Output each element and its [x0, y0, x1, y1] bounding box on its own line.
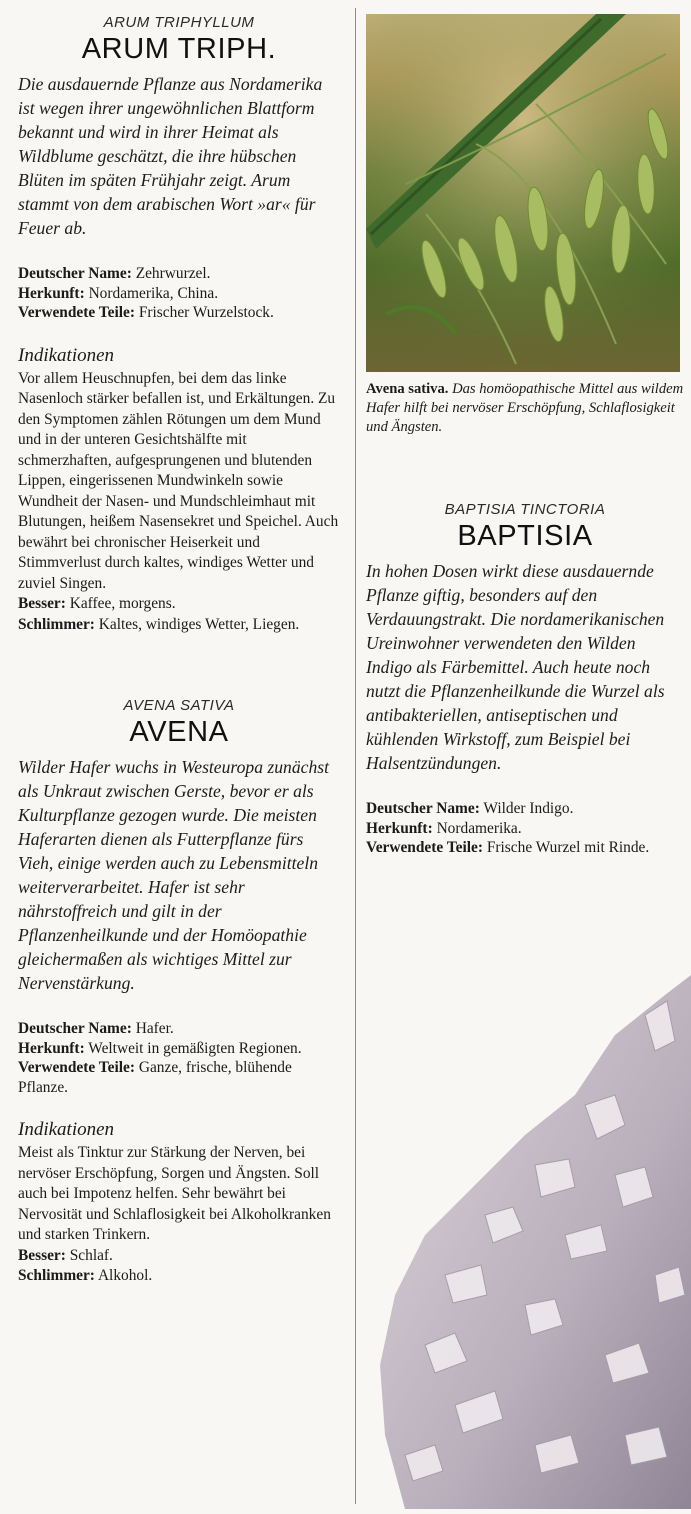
fact-row — [366, 838, 684, 858]
fact-row — [18, 303, 340, 323]
arum-intro: Die ausdauernde Pflanze aus Nordamerika ist wegen ihrer ungewöhnlichen Blattform bekannt und wird in ihrer Heimat als Wildblume geschätzt, die ihre hübschen Blüten im späten Frühjahr zeigt. Arum stammt von dem arabischen Wort »ar« für Feuer ab. — [18, 74, 323, 238]
fact-label: Herkunft: — [18, 284, 85, 302]
schlimmer-label: Schlimmer: — [18, 1267, 95, 1284]
fact-value: Zehrwurzel. — [135, 265, 211, 282]
fact-label: Verwendete Teile: — [18, 1059, 135, 1076]
arum-facts — [18, 264, 340, 323]
column-divider — [355, 8, 356, 1504]
avena-photo — [366, 14, 680, 372]
right-column — [366, 14, 684, 880]
arum-latin-name: ARUM TRIPHYLLUM — [103, 14, 255, 31]
caption-label: Avena sativa. — [366, 381, 449, 397]
besser-label: Besser: — [18, 595, 66, 612]
avena-latin-name: AVENA SATIVA — [123, 697, 235, 714]
baptisia-latin-name: BAPTISIA TINCTORIA — [444, 501, 606, 518]
fact-label: Verwendete Teile: — [18, 304, 135, 321]
mineral-crystal-image — [365, 975, 691, 1509]
caption-text: Das homöopathische Mittel aus wildem Hafer hilft bei nervöser Erschöpfung, Schlaflosigkeit und Ängsten. — [366, 381, 684, 435]
baptisia-intro: In hohen Dosen wirkt diese ausdauernde Pflanze giftig, besonders auf den Verdauungstrakt. Die nordamerikanischen Ureinwohner verwendeten den Wilden Indigo als Färbemittel. Auch heute noch nutzt die Pflanzenheilkunde die Wurzel als antibakteriellen, antiseptischen und kühlenden Wirkstoff, zum Beispiel bei Halsentzündungen. — [366, 561, 665, 773]
besser-value: Schlaf. — [69, 1246, 113, 1264]
fact-label: Herkunft: — [366, 819, 433, 837]
avena-indikationen-text: Meist als Tinktur zur Stärkung der Nerven, bei nervöser Erschöpfung, Sorgen und Ängsten. Soll auch bei Impotenz helfen. Sehr bewährt bei Nervosität und Schlaflosigkeit bei Alkoholkranken und starken Trinkern. — [18, 1144, 331, 1243]
avena-intro: Wilder Hafer wuchs in Westeuropa zunächst als Unkraut zwischen Gerste, bevor er als Kulturpflanze gezogen wurde. Die meisten Haferarten dienen als Futterpflanze fürs Vieh, einige werden auch zu Lebensmitteln weiterverarbeitet. Hafer ist sehr nährstoffreich und gilt in der Pflanzenheilkunde und der Homöopathie gleichermaßen als wichtiges Mittel zur Nervenstärkung. — [18, 757, 329, 993]
besser-value: Kaffee, morgens. — [69, 595, 176, 612]
avena-title: AVENA — [129, 716, 229, 748]
fact-row — [18, 284, 340, 304]
avena-indikationen-heading: Indikationen — [18, 1119, 115, 1140]
arum-schlimmer — [18, 615, 340, 636]
photo-caption — [366, 380, 684, 437]
arum-entry — [18, 14, 340, 635]
fact-value: Wilder Indigo. — [483, 800, 574, 817]
crystal-cluster-illustration — [365, 975, 691, 1509]
fact-value: Nordamerika. — [436, 819, 522, 837]
fact-value: Hafer. — [135, 1020, 174, 1037]
fact-value: Frische Wurzel mit Rinde. — [486, 839, 650, 856]
arum-besser — [18, 594, 340, 615]
besser-label: Besser: — [18, 1246, 66, 1264]
avena-facts — [18, 1019, 340, 1097]
arum-title: ARUM TRIPH. — [81, 33, 277, 65]
fact-label: Deutscher Name: — [18, 1020, 132, 1037]
fact-label: Deutscher Name: — [18, 265, 132, 282]
fact-value: Weltweit in gemäßigten Regionen. — [88, 1039, 302, 1057]
arum-indikationen-heading: Indikationen — [18, 344, 115, 366]
fact-row — [366, 799, 684, 819]
schlimmer-label: Schlimmer: — [18, 615, 95, 633]
fact-row — [18, 1019, 340, 1039]
baptisia-entry — [366, 501, 684, 858]
fact-label: Verwendete Teile: — [366, 839, 483, 856]
schlimmer-value: Kaltes, windiges Wetter, Liegen. — [98, 615, 300, 633]
fact-label: Herkunft: — [18, 1039, 85, 1057]
avena-besser — [18, 1246, 340, 1267]
fact-row — [366, 819, 684, 839]
left-column — [18, 14, 340, 1287]
oat-plant-illustration — [366, 14, 680, 372]
fact-row — [18, 264, 340, 284]
fact-label: Deutscher Name: — [366, 800, 480, 817]
avena-schlimmer — [18, 1266, 340, 1287]
fact-row — [18, 1058, 340, 1097]
arum-indikationen-text: Vor allem Heuschnupfen, bei dem das linke Nasenloch stärker befallen ist, und Erkältungen. Zu den Symptomen zählen Rötungen um dem Mund und in der unteren Gesichtshälfte mit schmerzhaften, aufgesprungenen und blutenden Lippen, eingerissenen Mundwinkeln sowie Wundheit der Nasen- und Mundschleimhaut mit Blutungen, heißem Nasensekret und Speichel. Auch bewährt bei chronischer Heiserkeit und Stimmverlust durch kaltes, windiges Wetter und zuviel Singen. — [18, 369, 339, 592]
fact-value: Ganze, frische, blühende Pflanze. — [18, 1059, 292, 1096]
baptisia-facts — [366, 799, 684, 858]
baptisia-title: BAPTISIA — [457, 520, 593, 552]
fact-value: Nordamerika, China. — [88, 284, 219, 302]
fact-value: Frischer Wurzelstock. — [138, 304, 274, 321]
fact-row — [18, 1039, 340, 1059]
avena-entry — [18, 697, 340, 1287]
schlimmer-value: Alkohol. — [97, 1267, 153, 1284]
